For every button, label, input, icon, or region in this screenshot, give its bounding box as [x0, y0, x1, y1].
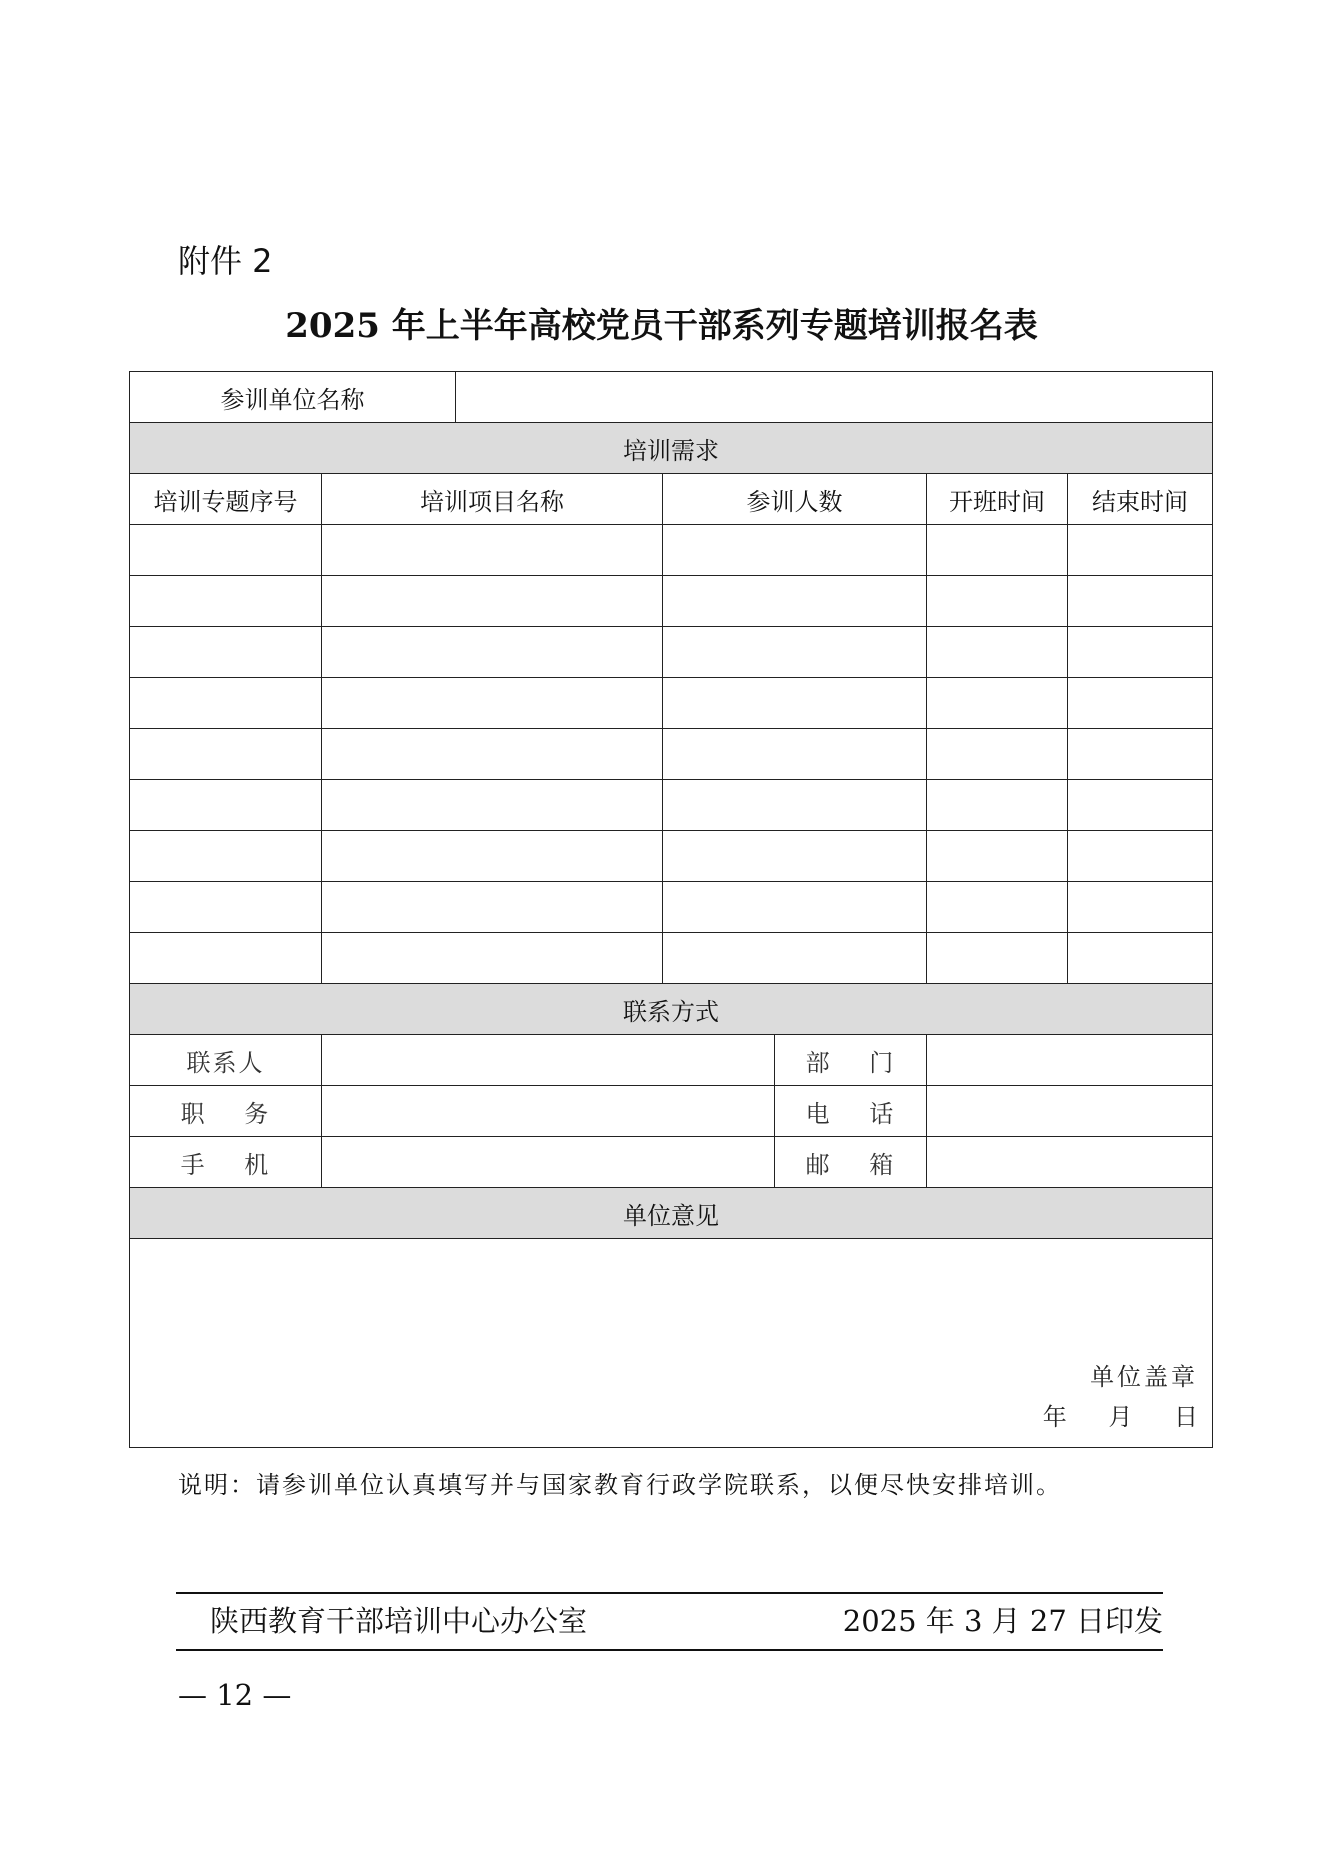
mobile-field[interactable] — [322, 1137, 775, 1188]
training-cell-participants[interactable] — [663, 882, 927, 933]
training-cell-start-time[interactable] — [927, 525, 1068, 576]
training-cell-participants[interactable] — [663, 525, 927, 576]
training-row — [130, 729, 1213, 780]
training-header-row — [130, 474, 1213, 525]
date-line: 年 月 日 — [1042, 1403, 1199, 1431]
contact-row-3 — [130, 1137, 1213, 1188]
training-cell-topic-no[interactable] — [130, 933, 322, 984]
training-cell-start-time[interactable] — [927, 882, 1068, 933]
training-cell-project-name[interactable] — [322, 780, 663, 831]
training-cell-topic-no[interactable] — [130, 780, 322, 831]
footer-top-rule — [176, 1592, 1163, 1594]
training-cell-topic-no[interactable] — [130, 627, 322, 678]
training-cell-start-time[interactable] — [927, 627, 1068, 678]
training-cell-participants[interactable] — [663, 831, 927, 882]
training-cell-end-time[interactable] — [1068, 576, 1213, 627]
training-cell-start-time[interactable] — [927, 678, 1068, 729]
footer-issue-date: 2025 年 3 月 27 日印发 — [842, 1604, 1163, 1638]
position-label: 职 务 — [130, 1086, 322, 1137]
email-field[interactable] — [927, 1137, 1213, 1188]
training-cell-topic-no[interactable] — [130, 525, 322, 576]
form-title: 2025 年上半年高校党员干部系列专题培训报名表 — [285, 306, 1038, 346]
opinion-field[interactable] — [130, 1239, 1213, 1448]
training-cell-topic-no[interactable] — [130, 831, 322, 882]
seal-label: 单位盖章 — [1090, 1363, 1199, 1391]
training-cell-participants[interactable] — [663, 678, 927, 729]
training-cell-end-time[interactable] — [1068, 882, 1213, 933]
footer-bottom-rule — [176, 1649, 1163, 1651]
contact-row-2 — [130, 1086, 1213, 1137]
phone-label: 电 话 — [775, 1086, 927, 1137]
phone-field[interactable] — [927, 1086, 1213, 1137]
training-cell-end-time[interactable] — [1068, 678, 1213, 729]
training-cell-participants[interactable] — [663, 576, 927, 627]
footer-issuer: 陕西教育干部培训中心办公室 — [210, 1604, 588, 1638]
training-cell-project-name[interactable] — [322, 576, 663, 627]
training-row — [130, 525, 1213, 576]
page-number: — 12 — — [178, 1678, 292, 1712]
contact-row-1 — [130, 1035, 1213, 1086]
note-text: 说明：请参训单位认真填写并与国家教育行政学院联系，以便尽快安排培训。 — [178, 1471, 1062, 1499]
unit-name-label: 参训单位名称 — [130, 372, 456, 423]
contact-section-header — [130, 984, 1213, 1035]
training-cell-start-time[interactable] — [927, 729, 1068, 780]
training-cell-project-name[interactable] — [322, 525, 663, 576]
unit-name-field[interactable] — [456, 372, 1213, 423]
training-cell-end-time[interactable] — [1068, 729, 1213, 780]
opinion-section-title: 单位意见 — [130, 1188, 1213, 1239]
training-cell-participants[interactable] — [663, 627, 927, 678]
training-rows — [130, 525, 1213, 984]
training-section-header — [130, 423, 1213, 474]
training-cell-participants[interactable] — [663, 780, 927, 831]
mobile-label: 手 机 — [130, 1137, 322, 1188]
attachment-label: 附件 2 — [178, 242, 273, 280]
training-cell-end-time[interactable] — [1068, 933, 1213, 984]
training-cell-topic-no[interactable] — [130, 882, 322, 933]
col-header-topic-no: 培训专题序号 — [130, 474, 322, 525]
opinion-row — [130, 1239, 1213, 1448]
training-cell-topic-no[interactable] — [130, 729, 322, 780]
col-header-project-name: 培训项目名称 — [322, 474, 663, 525]
training-cell-topic-no[interactable] — [130, 678, 322, 729]
contact-person-field[interactable] — [322, 1035, 775, 1086]
training-cell-project-name[interactable] — [322, 678, 663, 729]
department-label: 部 门 — [775, 1035, 927, 1086]
training-row — [130, 882, 1213, 933]
position-field[interactable] — [322, 1086, 775, 1137]
email-label: 邮 箱 — [775, 1137, 927, 1188]
col-header-end-time: 结束时间 — [1068, 474, 1213, 525]
opinion-section-header — [130, 1188, 1213, 1239]
registration-form — [129, 371, 1213, 1448]
training-row — [130, 576, 1213, 627]
unit-name-row — [130, 372, 1213, 423]
training-row — [130, 780, 1213, 831]
training-section-title: 培训需求 — [130, 423, 1213, 474]
training-cell-participants[interactable] — [663, 933, 927, 984]
training-cell-start-time[interactable] — [927, 831, 1068, 882]
training-cell-end-time[interactable] — [1068, 831, 1213, 882]
department-field[interactable] — [927, 1035, 1213, 1086]
contact-section-title: 联系方式 — [130, 984, 1213, 1035]
contact-person-label: 联系人 — [130, 1035, 322, 1086]
training-cell-project-name[interactable] — [322, 729, 663, 780]
training-cell-start-time[interactable] — [927, 780, 1068, 831]
training-cell-topic-no[interactable] — [130, 576, 322, 627]
training-cell-participants[interactable] — [663, 729, 927, 780]
training-cell-project-name[interactable] — [322, 933, 663, 984]
training-cell-start-time[interactable] — [927, 933, 1068, 984]
training-row — [130, 831, 1213, 882]
training-cell-start-time[interactable] — [927, 576, 1068, 627]
training-row — [130, 933, 1213, 984]
training-cell-project-name[interactable] — [322, 882, 663, 933]
training-row — [130, 678, 1213, 729]
training-cell-end-time[interactable] — [1068, 780, 1213, 831]
training-cell-project-name[interactable] — [322, 831, 663, 882]
training-cell-project-name[interactable] — [322, 627, 663, 678]
training-row — [130, 627, 1213, 678]
training-cell-end-time[interactable] — [1068, 525, 1213, 576]
col-header-start-time: 开班时间 — [927, 474, 1068, 525]
training-cell-end-time[interactable] — [1068, 627, 1213, 678]
col-header-participants: 参训人数 — [663, 474, 927, 525]
